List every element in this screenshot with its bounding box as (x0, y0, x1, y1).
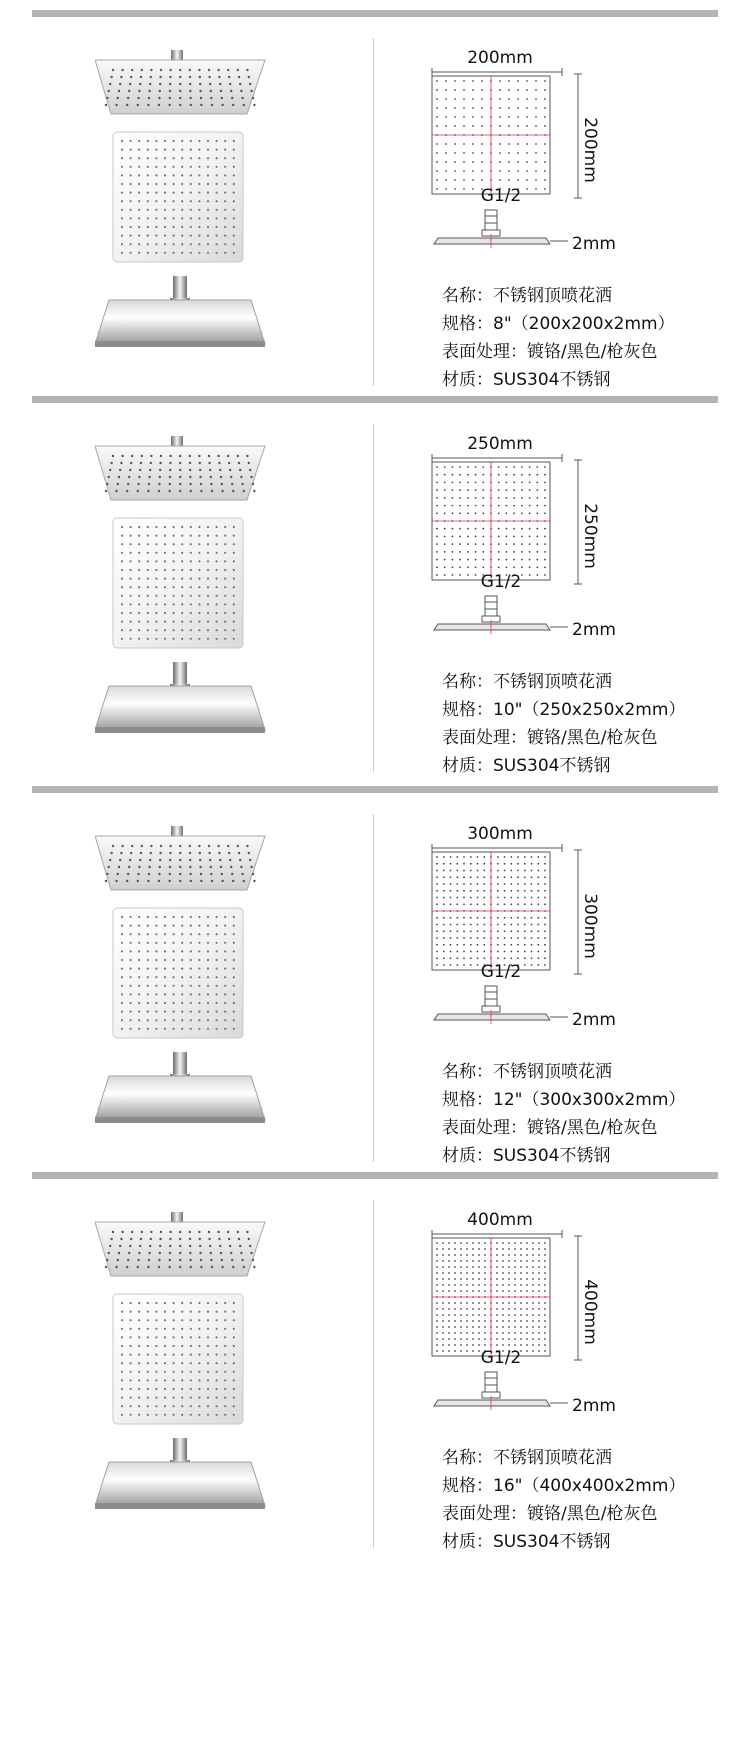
shower-head-illustration (95, 826, 305, 1166)
tech-drawing-svg (430, 1210, 670, 1460)
spec-line: 名称：不锈钢顶喷花洒 (442, 672, 612, 692)
tech-drawing-svg (430, 824, 670, 1074)
spec-line: 名称：不锈钢顶喷花洒 (442, 1062, 612, 1082)
width-dimension-label: 250mm (467, 434, 533, 454)
thread-size-label: G1/2 (480, 962, 522, 982)
spec-line: 规格：12"（300x300x2mm） (442, 1090, 686, 1110)
spec-list (442, 282, 732, 394)
spec-line: 规格：16"（400x400x2mm） (442, 1476, 686, 1496)
spec-line: 材质：SUS304不锈钢 (442, 1532, 611, 1552)
section-divider-bar (32, 396, 718, 403)
column-divider (373, 424, 374, 772)
spec-line: 表面处理：镀铬/黑色/枪灰色 (442, 728, 658, 748)
column-divider (373, 1200, 374, 1548)
product-photos (95, 436, 305, 776)
tech-drawing-svg (430, 48, 670, 298)
spec-line: 表面处理：镀铬/黑色/枪灰色 (442, 342, 658, 362)
product-photos (95, 826, 305, 1166)
shower-head-illustration (95, 50, 305, 390)
product-section-3 (0, 786, 750, 1206)
dimension-drawing (430, 48, 670, 298)
spec-list (442, 668, 732, 780)
thread-size-label: G1/2 (480, 572, 522, 592)
thread-size-label: G1/2 (480, 1348, 522, 1368)
thread-size-label: G1/2 (480, 186, 522, 206)
spec-line: 材质：SUS304不锈钢 (442, 756, 611, 776)
spec-list (442, 1058, 732, 1170)
spec-list (442, 1444, 732, 1556)
product-section-4 (0, 1172, 750, 1592)
product-photos (95, 1212, 305, 1552)
height-dimension-label: 250mm (580, 503, 600, 569)
column-divider (373, 814, 374, 1162)
dimension-drawing (430, 434, 670, 684)
spec-line: 规格：10"（250x250x2mm） (442, 700, 686, 720)
thickness-label: 2mm (572, 234, 616, 254)
thickness-label: 2mm (572, 1010, 616, 1030)
section-divider-bar (32, 1172, 718, 1179)
spec-line: 材质：SUS304不锈钢 (442, 1146, 611, 1166)
section-divider-bar (32, 786, 718, 793)
column-divider (373, 38, 374, 386)
width-dimension-label: 400mm (467, 1210, 533, 1230)
spec-line: 名称：不锈钢顶喷花洒 (442, 286, 612, 306)
shower-head-illustration (95, 436, 305, 776)
shower-head-illustration (95, 1212, 305, 1552)
height-dimension-label: 400mm (580, 1279, 600, 1345)
spec-line: 材质：SUS304不锈钢 (442, 370, 611, 390)
thickness-label: 2mm (572, 1396, 616, 1416)
tech-drawing-svg (430, 434, 670, 684)
height-dimension-label: 200mm (580, 117, 600, 183)
thickness-label: 2mm (572, 620, 616, 640)
spec-line: 表面处理：镀铬/黑色/枪灰色 (442, 1118, 658, 1138)
spec-line: 表面处理：镀铬/黑色/枪灰色 (442, 1504, 658, 1524)
height-dimension-label: 300mm (580, 893, 600, 959)
width-dimension-label: 200mm (467, 48, 533, 68)
product-section-1 (0, 10, 750, 430)
width-dimension-label: 300mm (467, 824, 533, 844)
product-section-2 (0, 396, 750, 816)
product-photos (95, 50, 305, 390)
spec-line: 规格：8"（200x200x2mm） (442, 314, 675, 334)
section-divider-bar (32, 10, 718, 17)
dimension-drawing (430, 1210, 670, 1460)
dimension-drawing (430, 824, 670, 1074)
spec-line: 名称：不锈钢顶喷花洒 (442, 1448, 612, 1468)
